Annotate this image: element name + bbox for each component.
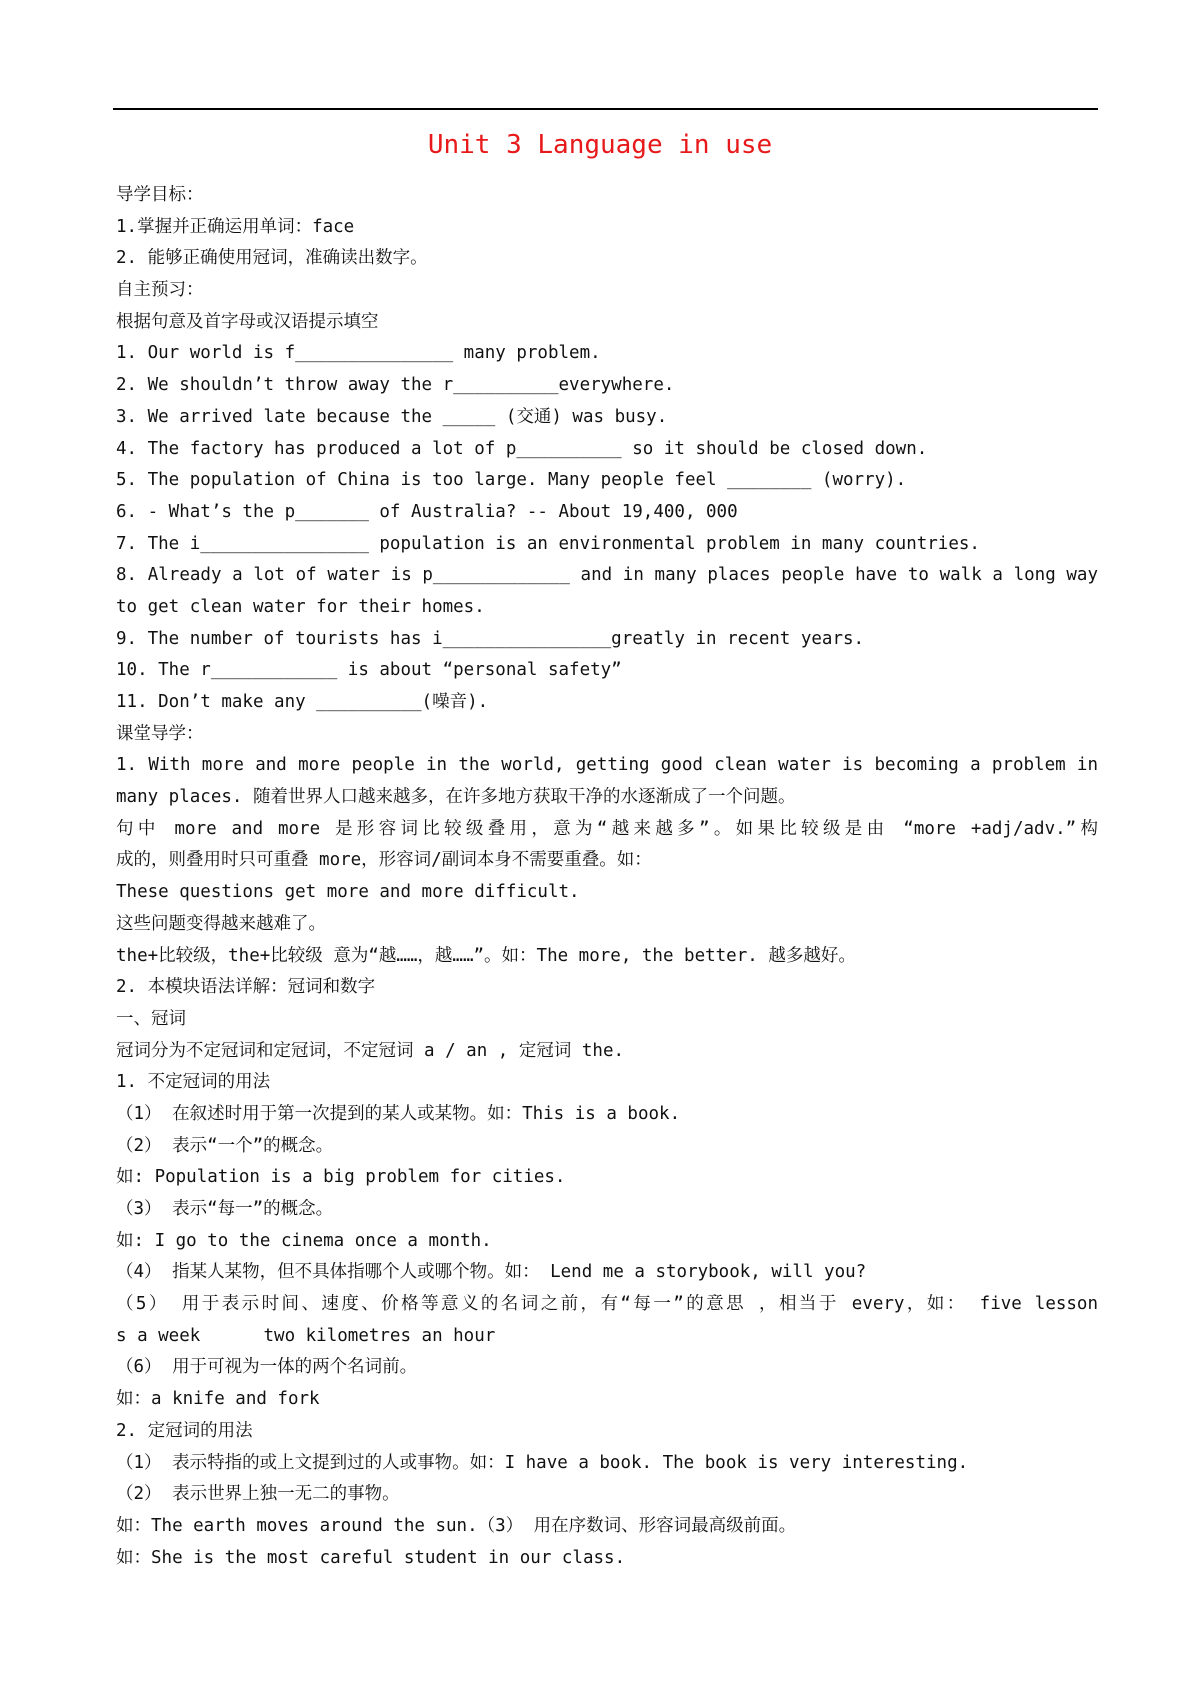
grammar-rule: （2） 表示世界上独一无二的事物。: [116, 1484, 400, 1505]
guide-paragraph: 成的，则叠用时只可重叠 more，形容词/副词本身不需要重叠。如：: [116, 850, 652, 871]
exercise-item: 3. We arrived late because the _____ (交通) was busy.: [116, 406, 668, 427]
grammar-subheading: 2. 定冠词的用法: [116, 1420, 253, 1441]
exercise-item: 2. We shouldn’t throw away the r__________everywhere.: [116, 375, 675, 396]
grammar-rule: （3） 表示“每一”的概念。: [116, 1199, 334, 1219]
example-translation: 这些问题变得越来越难了。: [116, 913, 326, 934]
exercise-item-continued: to get clean water for their homes.: [116, 596, 485, 617]
grammar-rule: （1） 表示特指的或上文提到过的人或事物。如：I have a book. The book is very interesting.: [116, 1452, 969, 1473]
grammar-rule: （4） 指某人某物，但不具体指哪个人或哪个物。如： Lend me a storybook, will you?: [116, 1262, 867, 1283]
grammar-example: 如: I go to the cinema once a month.: [116, 1230, 492, 1251]
section-heading-preview: 自主预习：: [116, 280, 204, 301]
guide-paragraph: 句中 more and more 是形容词比较级叠用，意为“越来越多”。如果比较级是由 “more +adj/adv.”构: [116, 818, 1098, 839]
exercise-item: 6. - What’s the p_______ of Australia? -- About 19,400, 000: [116, 501, 738, 522]
document-title: Unit 3 Language in use: [427, 130, 773, 160]
exercise-item: 7. The i________________ population is an environmental problem in many countries.: [116, 533, 980, 554]
document-body: [116, 180, 1098, 1574]
grammar-heading: 2. 本模块语法详解：冠词和数字: [116, 977, 376, 998]
grammar-rule: （2） 表示“一个”的概念。: [116, 1135, 334, 1156]
grammar-example: 如：She is the most careful student in our class.: [116, 1547, 626, 1568]
guide-paragraph: the+比较级，the+比较级 意为“越……，越……”。如：The more, the better. 越多越好。: [116, 945, 856, 966]
section-heading-class-guide: 课堂导学：: [116, 723, 204, 744]
objective-line: 2. 能够正确使用冠词，准确读出数字。: [116, 248, 428, 269]
grammar-example: 如: Population is a big problem for cities.: [116, 1167, 566, 1188]
grammar-rule: （1） 在叙述时用于第一次提到的某人或某物。如：This is a book.: [116, 1103, 681, 1124]
exercise-item: 9. The number of tourists has i________________greatly in recent years.: [116, 628, 865, 649]
grammar-example: 如：a knife and fork: [116, 1389, 320, 1410]
objective-line: 1.掌握并正确运用单词：face: [116, 216, 355, 237]
grammar-rule: （6） 用于可视为一体的两个名词前。: [116, 1357, 418, 1378]
exercise-item: 5. The population of China is too large. Many people feel ________ (worry).: [116, 470, 907, 491]
grammar-rule: （5） 用于表示时间、速度、价格等意义的名词之前，有“每一”的意思 ，相当于 every，如： five lesson: [116, 1294, 1098, 1315]
exercise-item: 11. Don’t make any __________(噪音).: [116, 692, 489, 712]
example-sentence: These questions get more and more difficult.: [116, 882, 580, 903]
header-rule: [113, 108, 1098, 110]
exercise-instruction: 根据句意及首字母或汉语提示填空: [116, 311, 379, 332]
grammar-text: 冠词分为不定冠词和定冠词，不定冠词 a / an , 定冠词 the.: [116, 1040, 625, 1061]
guide-paragraph: many places. 随着世界人口越来越多，在许多地方获取干净的水逐渐成了一个问题。: [116, 787, 796, 808]
exercise-item: 1. Our world is f_______________ many problem.: [116, 343, 601, 364]
exercise-item: 4. The factory has produced a lot of p__________ so it should be closed down.: [116, 438, 928, 459]
guide-paragraph: 1. With more and more people in the world, getting good clean water is becoming a problem in: [116, 755, 1098, 776]
grammar-subheading: 一、冠词: [116, 1008, 186, 1029]
section-heading-objectives: 导学目标：: [116, 185, 204, 205]
grammar-example: 如：The earth moves around the sun.（3） 用在序数词、形容词最高级前面。: [116, 1515, 797, 1536]
exercise-item: 8. Already a lot of water is p_____________ and in many places people have to walk a long way: [116, 565, 1098, 586]
exercise-item: 10. The r____________ is about “personal safety”: [116, 660, 622, 681]
grammar-example: s a week two kilometres an hour: [116, 1325, 496, 1346]
grammar-subheading: 1. 不定冠词的用法: [116, 1072, 271, 1093]
